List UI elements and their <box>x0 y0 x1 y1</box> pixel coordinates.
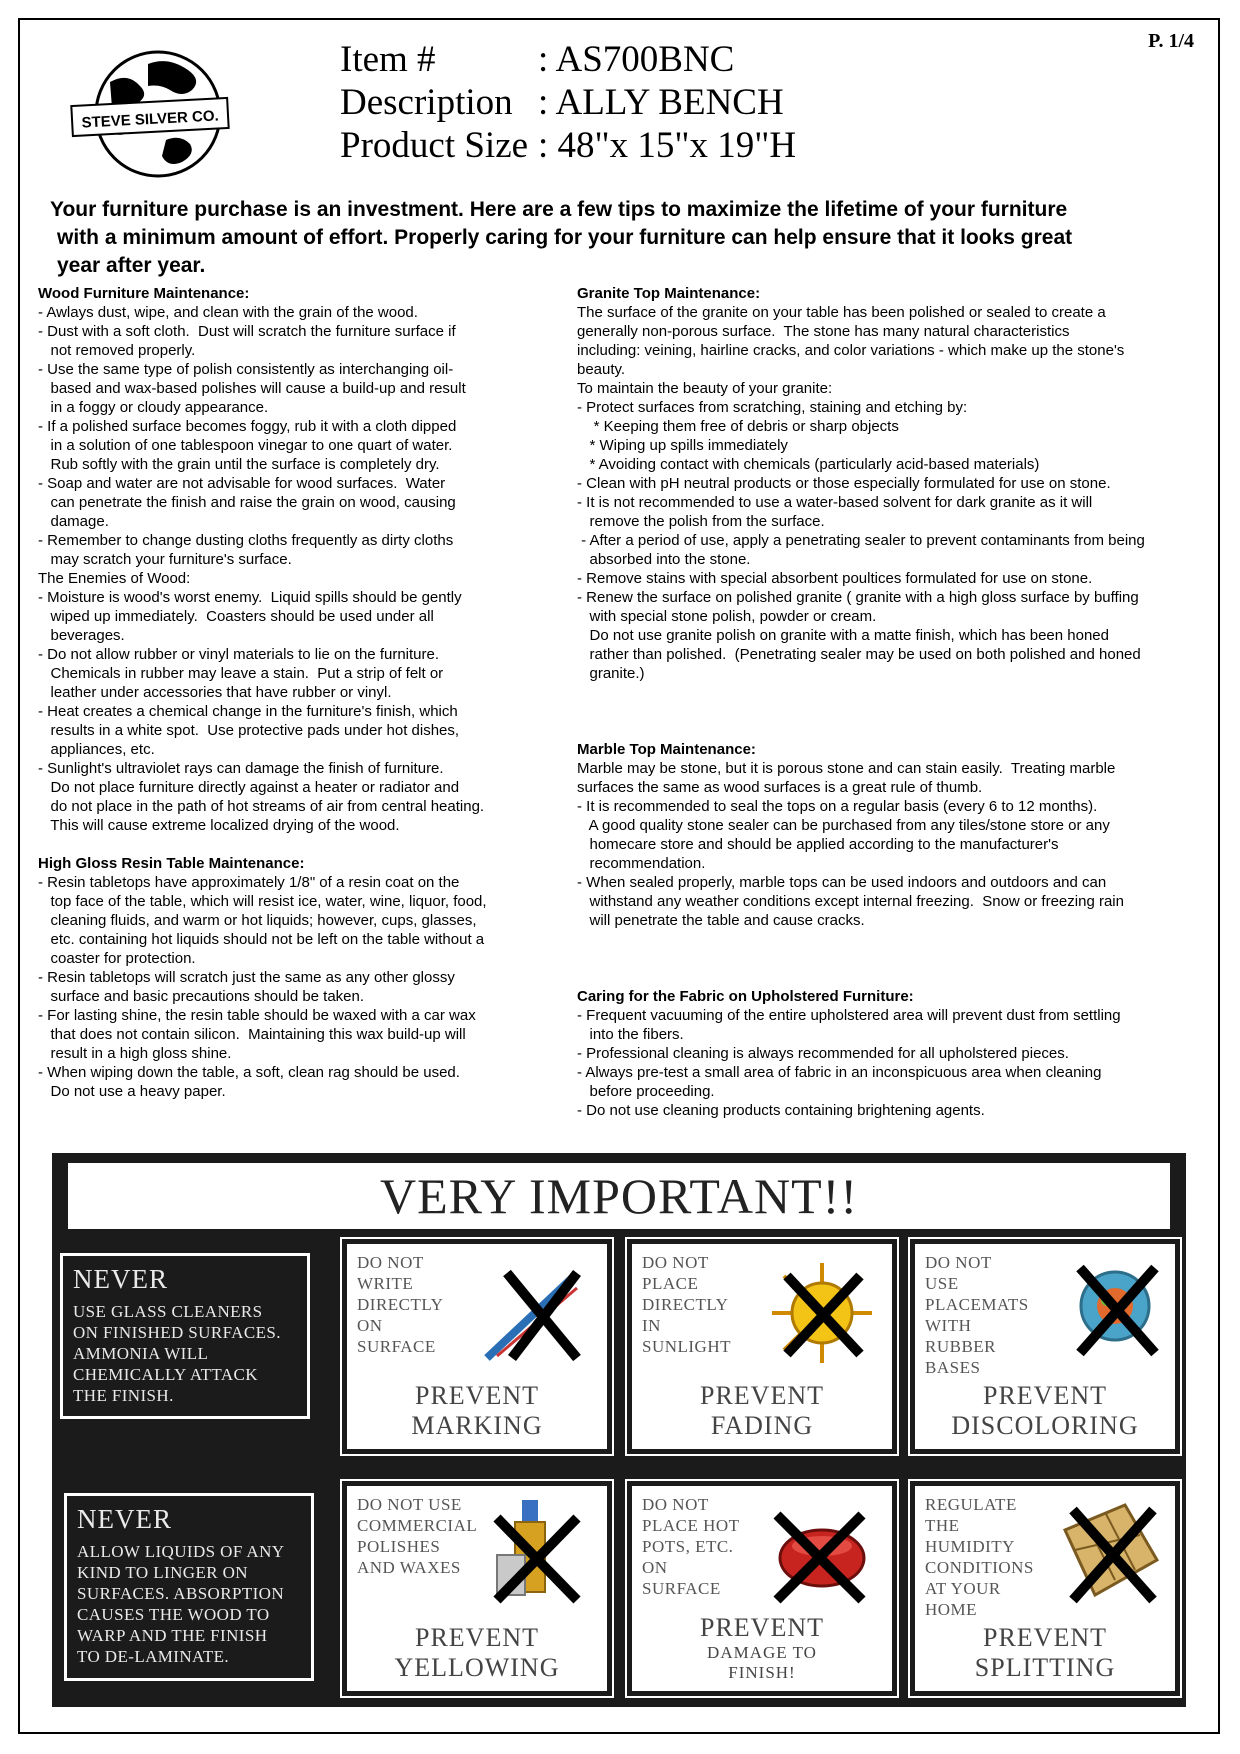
text-line: - Protect surfaces from scratching, staining and etching by: <box>577 399 968 416</box>
sun-crossed-icon <box>762 1258 882 1368</box>
text-line: To maintain the beauty of your granite: <box>577 380 833 397</box>
placemat-crossed-icon <box>1045 1258 1165 1368</box>
never-box-liquids: NEVER ALLOW LIQUIDS OF ANY KIND TO LINGER ON SURFACES. ABSORPTION CAUSES THE WOOD TO WARP AND THE FINISH TO DE-LAMINATE. <box>64 1493 314 1681</box>
text-line: CHEMICALLY ATTACK <box>73 1365 258 1384</box>
text-line: ALLOW LIQUIDS OF ANY <box>77 1542 285 1561</box>
page-number: P. 1/4 <box>1148 30 1194 52</box>
resin-maintenance-list <box>38 873 558 1101</box>
text-line: coaster for protection. <box>38 950 196 967</box>
pen-crossed-icon <box>477 1258 597 1368</box>
marble-maintenance-list <box>577 759 1207 930</box>
text-line: CAUSES THE WOOD TO <box>77 1605 270 1624</box>
text-line: PLACE <box>642 1274 699 1293</box>
text-line: * Wiping up spills immediately <box>577 437 788 454</box>
product-header <box>340 38 796 167</box>
text-line: THE FINISH. <box>73 1386 174 1405</box>
resin-maintenance-heading: High Gloss Resin Table Maintenance: <box>38 855 305 872</box>
text-line: USE <box>925 1274 959 1293</box>
text-line: that does not contain silicon. Maintaining this wax build-up will <box>38 1026 466 1043</box>
text-line: - Clean with pH neutral products or those especially formulated for use on stone. <box>577 475 1111 492</box>
card-prevent-yellowing: DO NOT USE COMMERCIAL POLISHES AND WAXES PREVENT YELLOWING <box>342 1481 612 1696</box>
text-line: - Awlays dust, wipe, and clean with the grain of the wood. <box>38 304 418 321</box>
text-line: - Resin tabletops have approximately 1/8" of a resin coat on the <box>38 874 460 891</box>
text-line: do not place in the path of hot streams of air from central heating. <box>38 798 485 815</box>
text-line: THE <box>925 1516 960 1535</box>
text-line: before proceeding. <box>577 1083 715 1100</box>
text-line: IN <box>642 1316 661 1335</box>
text-line: - If a polished surface becomes foggy, rub it with a cloth dipped <box>38 418 457 435</box>
text-line: - Soap and water are not advisable for wood surfaces. Water <box>38 475 446 492</box>
text-line: withstand any weather conditions except internal freezing. Snow or freezing rain <box>577 893 1124 910</box>
text-line: - When wiping down the table, a soft, clean rag should be used. <box>38 1064 460 1081</box>
text-line: POTS, ETC. <box>642 1537 734 1556</box>
text-line: recommendation. <box>577 855 706 872</box>
text-line: cleaning fluids, and warm or hot liquids; however, cups, glasses, <box>38 912 477 929</box>
text-line: surfaces the same as wood surfaces is a great rule of thumb. <box>577 779 983 796</box>
text-line: homecare store and should be applied according to the manufacturer's <box>577 836 1059 853</box>
fabric-care-heading: Caring for the Fabric on Upholstered Furniture: <box>577 988 914 1005</box>
text-line: - Renew the surface on polished granite ( granite with a high gloss surface by buffing <box>577 589 1139 606</box>
text-line: wiped up immediately. Coasters should be used under all <box>38 608 434 625</box>
text-line: WRITE <box>357 1274 414 1293</box>
text-line: - Always pre-test a small area of fabric in an inconspicuous area when cleaning <box>577 1064 1102 1081</box>
text-line: The surface of the granite on your table has been polished or sealed to create a <box>577 304 1106 321</box>
text-line: A good quality stone sealer can be purchased from any tiles/stone store or any <box>577 817 1110 834</box>
cracked-wood-crossed-icon <box>1045 1500 1165 1610</box>
text-line: * Avoiding contact with chemicals (particularly acid-based materials) <box>577 456 1040 473</box>
text-line: DO NOT <box>642 1253 709 1272</box>
left-column <box>38 284 558 1101</box>
text-line: HOME <box>925 1600 978 1619</box>
text-line: KIND TO LINGER ON <box>77 1563 248 1582</box>
card-prevent-damage-to-finish: DO NOT PLACE HOT POTS, ETC. ON SURFACE PREVENT DAMAGE TO FINISH! <box>627 1481 897 1696</box>
right-column <box>577 284 1207 1120</box>
polish-bottle-crossed-icon <box>477 1500 597 1610</box>
text-line: rather than polished. (Penetrating sealer may be used on both polished and honed <box>577 646 1141 663</box>
text-line: remove the polish from the surface. <box>577 513 825 530</box>
granite-maintenance-list <box>577 303 1207 683</box>
logo <box>70 42 240 190</box>
text-line: DIRECTLY <box>642 1295 729 1314</box>
text-line: granite.) <box>577 665 645 682</box>
text-line: - It is recommended to seal the tops on a regular basis (every 6 to 12 months). <box>577 798 1098 815</box>
text-line: - Use the same type of polish consistently as interchanging oil- <box>38 361 454 378</box>
text-line: DIRECTLY <box>357 1295 444 1314</box>
text-line: DO NOT <box>642 1495 709 1514</box>
description-row: Description : ALLY BENCH <box>340 82 784 123</box>
text-line: - Remember to change dusting cloths frequently as dirty cloths <box>38 532 454 549</box>
text-line: in a solution of one tablespoon vinegar to one quart of water. <box>38 437 453 454</box>
text-line: SUNLIGHT <box>642 1337 731 1356</box>
text-line: SURFACE <box>642 1579 721 1598</box>
text-line: including: veining, hairline cracks, and color variations - which make up the stone's <box>577 342 1125 359</box>
text-line: may scratch your furniture's surface. <box>38 551 292 568</box>
text-line: BASES <box>925 1358 981 1377</box>
intro-paragraph: Your furniture purchase is an investment. Here are a few tips to maximize the lifetime of your furniture with a minimum amount of effort. Properly caring for your furniture can help ensure that it looks great year after year. <box>50 198 1073 277</box>
text-line: WARP AND THE FINISH <box>77 1626 268 1645</box>
text-line: DO NOT USE <box>357 1495 462 1514</box>
text-line: ON <box>642 1558 668 1577</box>
text-line: not removed properly. <box>38 342 196 359</box>
wood-maintenance-heading: Wood Furniture Maintenance: <box>38 285 250 302</box>
text-line: - Frequent vacuuming of the entire upholstered area will prevent dust from settling <box>577 1007 1121 1024</box>
card-prevent-marking: DO NOT WRITE DIRECTLY ON SURFACE PREVENT MARKING <box>342 1239 612 1454</box>
text-line: CONDITIONS <box>925 1558 1034 1577</box>
text-line: POLISHES <box>357 1537 441 1556</box>
never-box-glass-cleaners: NEVER USE GLASS CLEANERS ON FINISHED SURFACES. AMMONIA WILL CHEMICALLY ATTACK THE FINISH. <box>60 1253 310 1419</box>
text-line: * Keeping them free of debris or sharp objects <box>577 418 899 435</box>
text-line: DO NOT <box>925 1253 992 1272</box>
text-line: AT YOUR <box>925 1579 1001 1598</box>
text-line: - Heat creates a chemical change in the furniture's finish, which <box>38 703 458 720</box>
item-row: Item # : AS700BNC <box>340 39 735 80</box>
text-line: - Dust with a soft cloth. Dust will scratch the furniture surface if <box>38 323 456 340</box>
text-line: - For lasting shine, the resin table should be waxed with a car wax <box>38 1007 476 1024</box>
text-line: ON FINISHED SURFACES. <box>73 1323 281 1342</box>
text-line: appliances, etc. <box>38 741 155 758</box>
text-line: surface and basic precautions should be taken. <box>38 988 365 1005</box>
text-line: Chemicals in rubber may leave a stain. Put a strip of felt or <box>38 665 444 682</box>
text-line: Marble may be stone, but it is porous stone and can stain easily. Treating marble <box>577 760 1116 777</box>
text-line: can penetrate the finish and raise the grain on wood, causing <box>38 494 456 511</box>
text-line: SURFACE <box>357 1337 436 1356</box>
text-line: - Professional cleaning is always recommended for all upholstered pieces. <box>577 1045 1069 1062</box>
logo-text: STEVE SILVER CO. <box>81 107 220 132</box>
product-size-row: Product Size : 48"x 15"x 19"H <box>340 125 797 166</box>
text-line: - Remove stains with special absorbent poultices formulated for use on stone. <box>577 570 1093 587</box>
granite-maintenance-heading: Granite Top Maintenance: <box>577 285 761 302</box>
text-line: PLACE HOT <box>642 1516 740 1535</box>
text-line: generally non-porous surface. The stone has many natural characteristics <box>577 323 1070 340</box>
text-line: - Resin tabletops will scratch just the same as any other glossy <box>38 969 455 986</box>
text-line: DO NOT <box>357 1253 424 1272</box>
enemies-of-wood-heading: The Enemies of Wood: <box>38 570 191 587</box>
text-line: RUBBER <box>925 1337 997 1356</box>
text-line: with special stone polish, powder or cream. <box>577 608 877 625</box>
card-prevent-discoloring: DO NOT USE PLACEMATS WITH RUBBER BASES PREVENT DISCOLORING <box>910 1239 1180 1454</box>
hot-pot-crossed-icon <box>762 1500 882 1610</box>
text-line: USE GLASS CLEANERS <box>73 1302 263 1321</box>
very-important-panel <box>52 1153 1186 1707</box>
text-line: results in a white spot. Use protective pads under hot dishes, <box>38 722 460 739</box>
card-prevent-fading: DO NOT PLACE DIRECTLY IN SUNLIGHT PREVENT FADING <box>627 1239 897 1454</box>
text-line: absorbed into the stone. <box>577 551 751 568</box>
text-line: TO DE-LAMINATE. <box>77 1647 230 1666</box>
text-line: REGULATE <box>925 1495 1017 1514</box>
text-line: - When sealed properly, marble tops can be used indoors and outdoors and can <box>577 874 1107 891</box>
text-line: Do not use a heavy paper. <box>38 1083 226 1100</box>
text-line: based and wax-based polishes will cause a build-up and result <box>38 380 466 397</box>
very-important-banner: VERY IMPORTANT!! <box>68 1163 1170 1229</box>
wood-maintenance-list <box>38 303 558 569</box>
text-line: - Sunlight's ultraviolet rays can damage the finish of furniture. <box>38 760 444 777</box>
text-line: Rub softly with the grain until the surface is completely dry. <box>38 456 440 473</box>
text-line: etc. containing hot liquids should not be left on the table without a <box>38 931 485 948</box>
text-line: - Do not use cleaning products containing brightening agents. <box>577 1102 985 1119</box>
text-line: beverages. <box>38 627 125 644</box>
text-line: SURFACES. ABSORPTION <box>77 1584 285 1603</box>
text-line: - Do not allow rubber or vinyl materials to lie on the furniture. <box>38 646 440 663</box>
text-line: - After a period of use, apply a penetrating sealer to prevent contaminants from being <box>577 532 1145 549</box>
text-line: This will cause extreme localized drying of the wood. <box>38 817 400 834</box>
marble-maintenance-heading: Marble Top Maintenance: <box>577 741 756 758</box>
card-prevent-splitting: REGULATE THE HUMIDITY CONDITIONS AT YOUR HOME PREVENT SPLITTING <box>910 1481 1180 1696</box>
text-line: - Moisture is wood's worst enemy. Liquid spills should be gently <box>38 589 462 606</box>
text-line: Do not use granite polish on granite with a matte finish, which has been honed <box>577 627 1109 644</box>
text-line: will penetrate the table and cause cracks. <box>577 912 865 929</box>
text-line: in a foggy or cloudy appearance. <box>38 399 269 416</box>
text-line: AMMONIA WILL <box>73 1344 209 1363</box>
enemies-of-wood-list <box>38 588 558 835</box>
fabric-care-list <box>577 1006 1207 1120</box>
text-line: top face of the table, which will resist ice, water, wine, liquor, food, <box>38 893 487 910</box>
text-line: into the fibers. <box>577 1026 684 1043</box>
text-line: HUMIDITY <box>925 1537 1015 1556</box>
text-line: - It is not recommended to use a water-based solvent for dark granite as it will <box>577 494 1093 511</box>
text-line: damage. <box>38 513 109 530</box>
text-line: Do not place furniture directly against a heater or radiator and <box>38 779 460 796</box>
text-line: COMMERCIAL <box>357 1516 478 1535</box>
text-line: leather under accessories that have rubber or vinyl. <box>38 684 392 701</box>
text-line: beauty. <box>577 361 626 378</box>
text-line: ON <box>357 1316 383 1335</box>
text-line: AND WAXES <box>357 1558 461 1577</box>
text-line: WITH <box>925 1316 972 1335</box>
text-line: result in a high gloss shine. <box>38 1045 232 1062</box>
text-line: PLACEMATS <box>925 1295 1029 1314</box>
